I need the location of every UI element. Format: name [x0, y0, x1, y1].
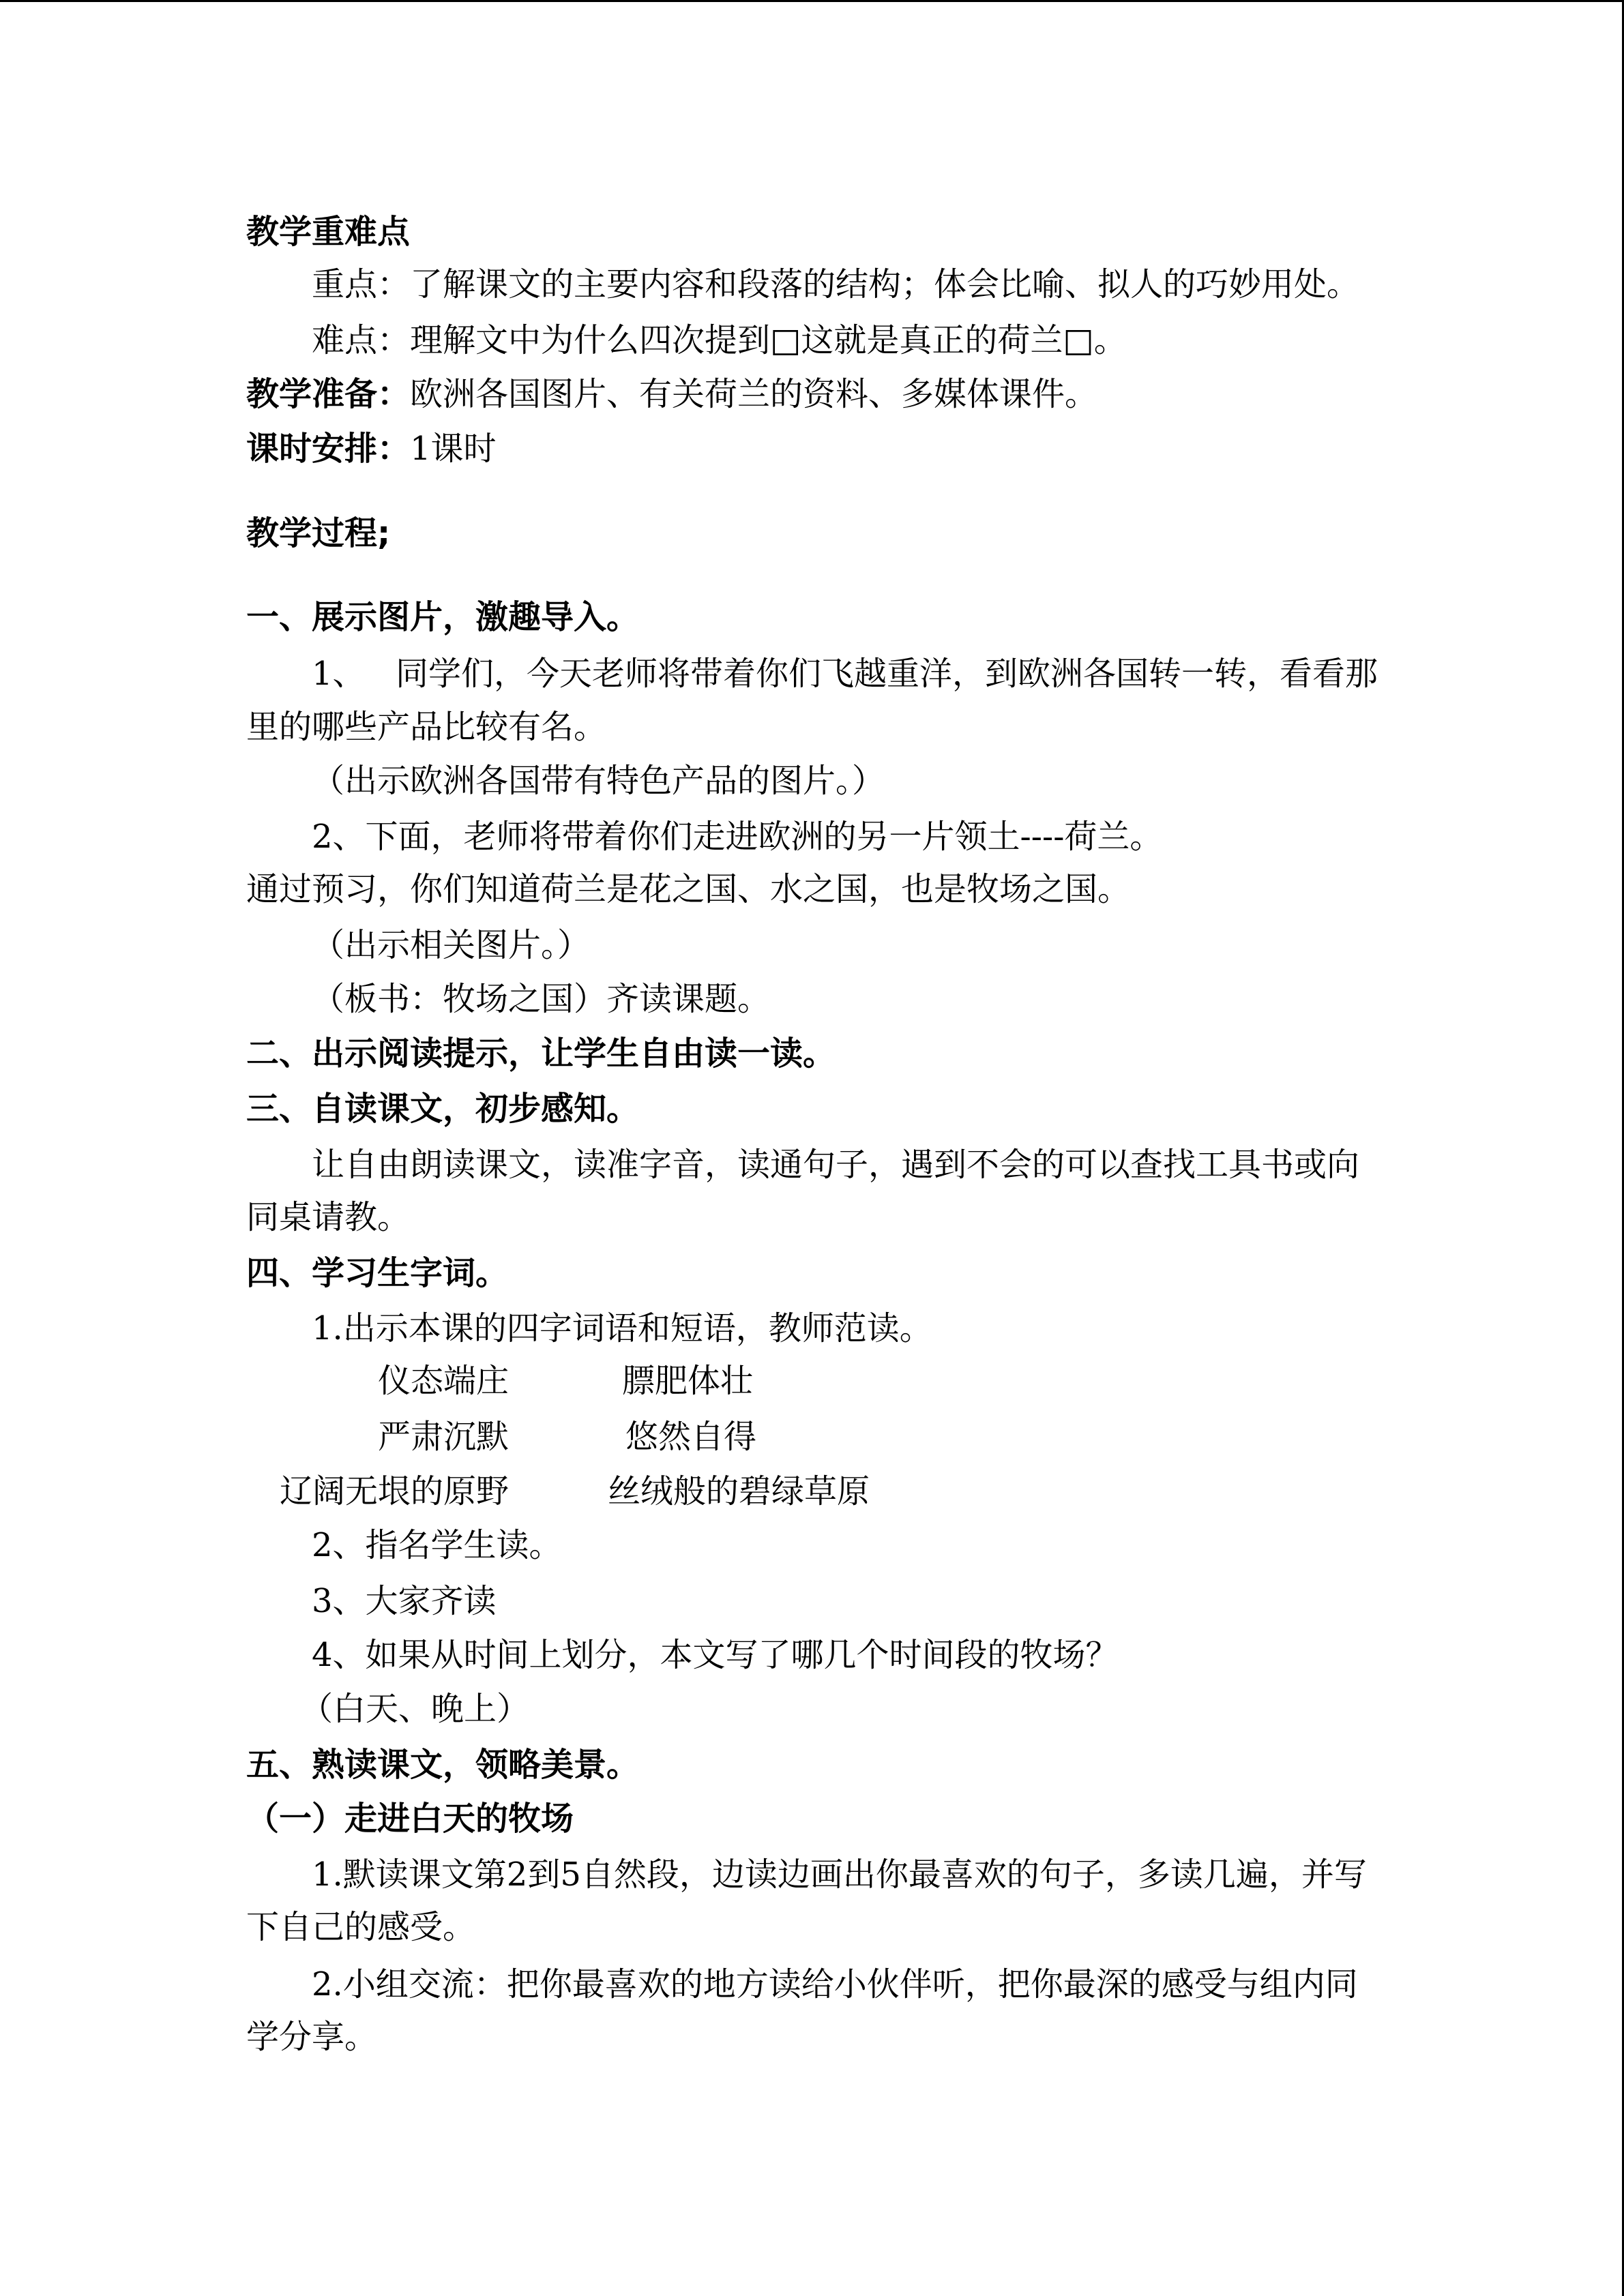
vocab-word: 严肃沉默 [378, 1418, 510, 1456]
vocab-phrase: 丝绒般的碧绿草原 [608, 1472, 870, 1510]
section-5-step-1-line-1: 1.默读课文第2到5自然段，边读边画出你最喜欢的句子，多读几遍，并写 [312, 1855, 1367, 1894]
section-1-step-1-note: （出示欧洲各国带有特色产品的图片。） [312, 762, 885, 800]
section-4-heading: 四、学习生字词。 [246, 1254, 509, 1292]
section-4-step-4-answer: （白天、晚上） [300, 1690, 530, 1728]
section-5-step-2-line-2: 学分享。 [246, 2018, 378, 2056]
section-1-step-2-line-2: 通过预习，你们知道荷兰是花之国、水之国，也是牧场之国。 [246, 870, 1131, 908]
vocab-word: 仪态端庄 [378, 1362, 510, 1400]
section-5-heading: 五、熟读课文，领略美景。 [246, 1746, 640, 1784]
key-points-heading: 教学重难点 [246, 213, 411, 251]
section-4-step-1: 1.出示本课的四字词语和短语，教师范读。 [312, 1309, 932, 1347]
section-3-line-2: 同桌请教。 [246, 1198, 411, 1236]
section-5-step-2-line-1: 2.小组交流：把你最喜欢的地方读给小伙伴听，把你最深的感受与组内同 [312, 1965, 1358, 2003]
schedule-text: 1课时 [410, 430, 497, 468]
section-1-step-1-line-2: 里的哪些产品比较有名。 [246, 708, 607, 746]
section-1-step-2-line-1: 2、下面，老师将带着你们走进欧洲的另一片领土----荷兰。 [312, 818, 1163, 856]
section-5-subheading-1: （一）走进白天的牧场 [246, 1800, 574, 1838]
schedule-label: 课时安排： [246, 430, 411, 468]
section-5-step-1-line-2: 下自己的感受。 [246, 1908, 476, 1946]
section-1-step-1-line-1: 同学们，今天老师将带着你们飞越重洋，到欧洲各国转一转，看看那 [396, 655, 1378, 693]
vocab-phrase: 辽阔无垠的原野 [280, 1472, 510, 1510]
section-3-line-1: 让自由朗读课文，读准字音，读通句子，遇到不会的可以查找工具书或向 [312, 1146, 1360, 1184]
process-heading: 教学过程; [246, 514, 391, 552]
difficult-point-text: 难点：理解文中为什么四次提到□这就是真正的荷兰□。 [312, 321, 1127, 359]
section-2-heading: 二、出示阅读提示，让学生自由读一读。 [246, 1034, 836, 1073]
section-4-step-2: 2、指名学生读。 [312, 1526, 562, 1564]
vocab-word: 悠然自得 [625, 1418, 757, 1456]
section-4-step-3: 3、大家齐读 [312, 1582, 497, 1620]
section-1-step-2-note-2: （板书：牧场之国）齐读课题。 [312, 980, 771, 1018]
preparation-text: 欧洲各国图片、有关荷兰的资料、多媒体课件。 [410, 375, 1098, 413]
section-1-step-2-note-1: （出示相关图片。） [312, 926, 591, 964]
schedule-line [246, 428, 497, 469]
preparation-line [246, 374, 1097, 415]
preparation-label: 教学准备： [246, 375, 411, 413]
section-3-heading: 三、自读课文，初步感知。 [246, 1090, 640, 1128]
key-point-text: 重点：了解课文的主要内容和段落的结构；体会比喻、拟人的巧妙用处。 [312, 265, 1360, 303]
vocab-word: 膘肥体壮 [622, 1362, 754, 1400]
section-4-step-4: 4、如果从时间上划分，本文写了哪几个时间段的牧场？ [312, 1636, 1119, 1674]
section-1-heading: 一、展示图片，激趣导入。 [246, 598, 640, 636]
section-1-step-1-number: 1、 [312, 655, 366, 693]
